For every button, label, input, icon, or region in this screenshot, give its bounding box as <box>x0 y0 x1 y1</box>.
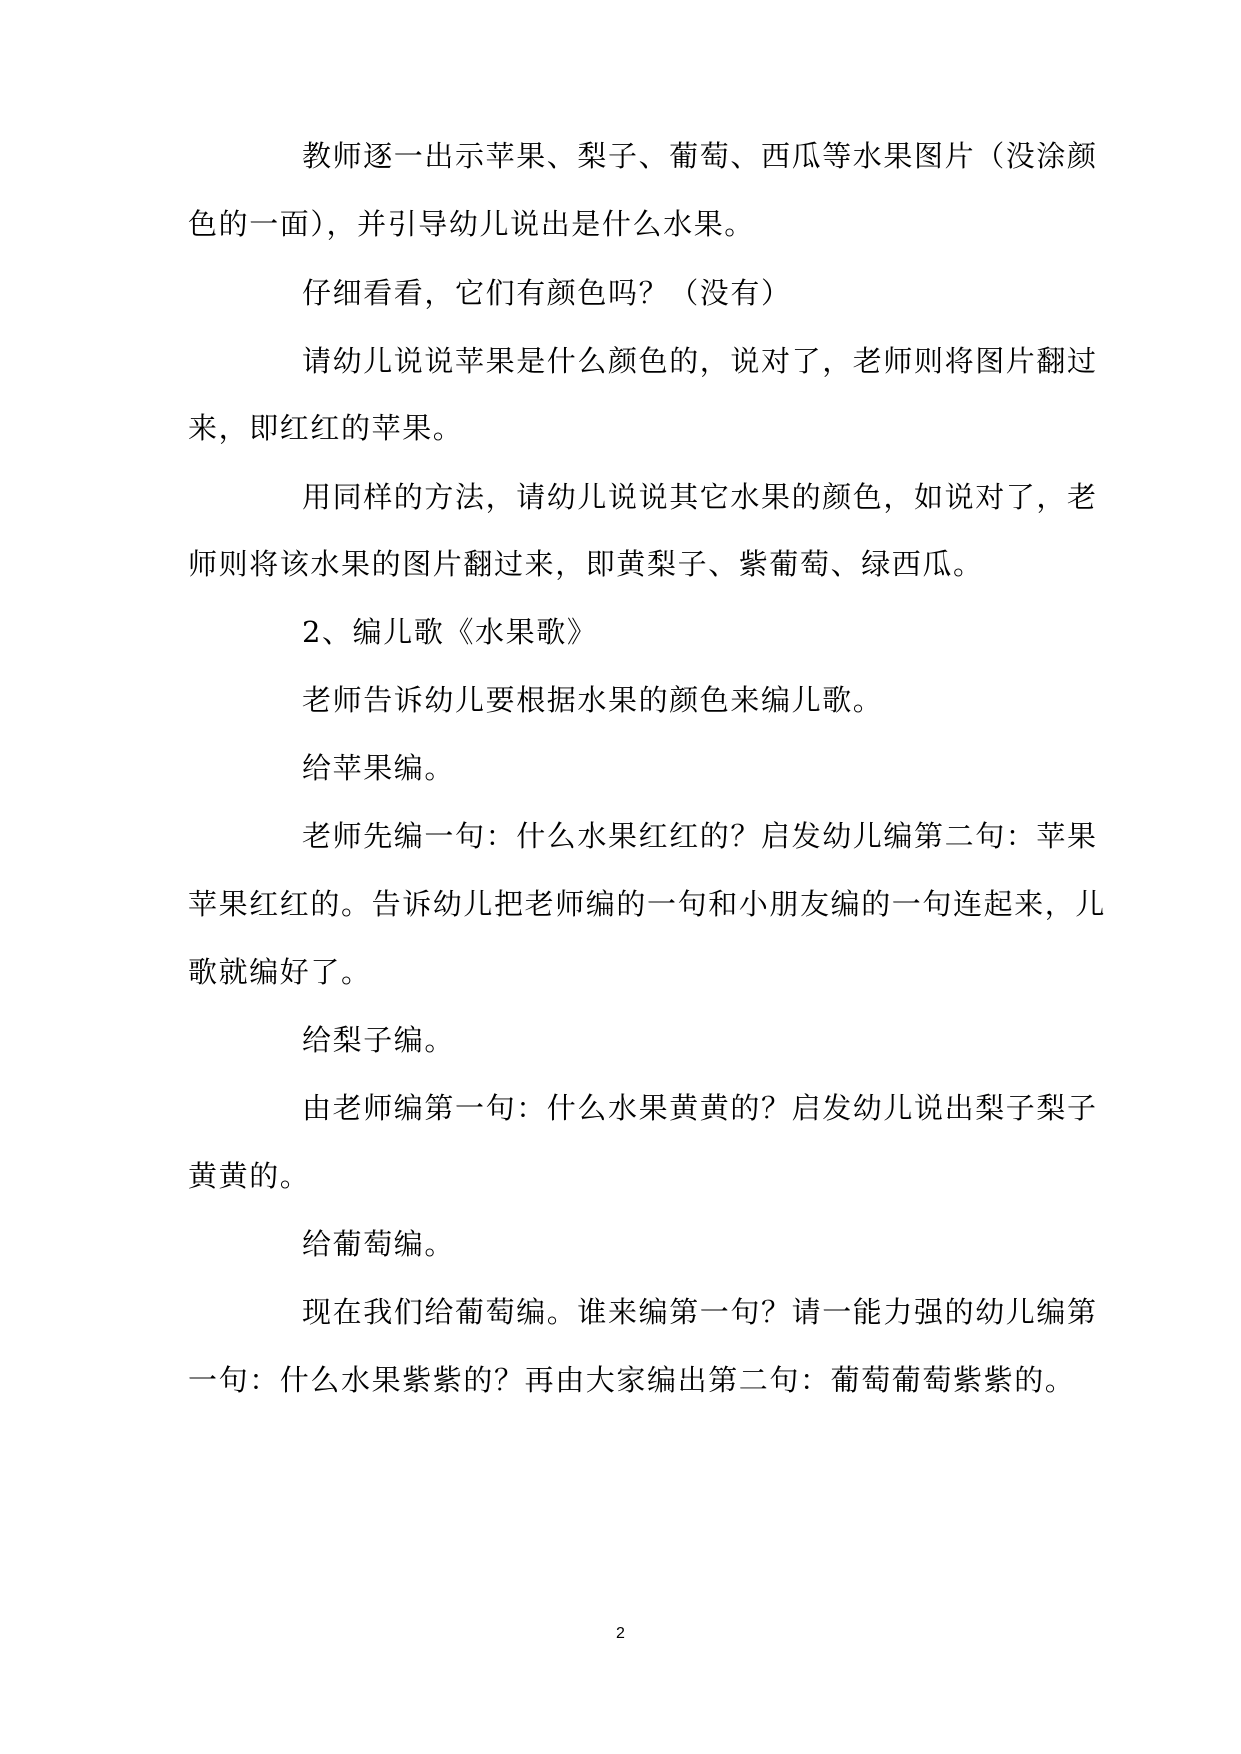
paragraph-line: 老师先编一句：什么水果红红的？启发幼儿编第二句：苹果 <box>302 819 1098 853</box>
paragraph-line: 请幼儿说说苹果是什么颜色的，说对了，老师则将图片翻过 <box>302 344 1098 378</box>
section-heading: 2、编儿歌《水果歌》 <box>302 615 598 649</box>
paragraph-line: 来，即红红的苹果。 <box>188 411 464 445</box>
paragraph-line: 仔细看看，它们有颜色吗？（没有） <box>302 276 792 310</box>
page-number: 2 <box>616 1625 625 1642</box>
paragraph-line: 黄黄的。 <box>188 1159 311 1193</box>
paragraph-line: 现在我们给葡萄编。谁来编第一句？请一能力强的幼儿编第 <box>302 1295 1098 1329</box>
paragraph-line: 给苹果编。 <box>302 751 456 785</box>
paragraph-line: 给葡萄编。 <box>302 1227 456 1261</box>
paragraph-line: 苹果红红的。告诉幼儿把老师编的一句和小朋友编的一句连起来，儿 <box>188 887 1107 921</box>
paragraph-line: 歌就编好了。 <box>188 955 372 989</box>
paragraph-line: 老师告诉幼儿要根据水果的颜色来编儿歌。 <box>302 683 884 717</box>
paragraph-line: 师则将该水果的图片翻过来，即黄梨子、紫葡萄、绿西瓜。 <box>188 547 984 581</box>
paragraph-line: 给梨子编。 <box>302 1023 456 1057</box>
paragraph-line: 一句：什么水果紫紫的？再由大家编出第二句：葡萄葡萄紫紫的。 <box>188 1363 1076 1397</box>
paragraph-line: 色的一面），并引导幼儿说出是什么水果。 <box>188 207 755 241</box>
paragraph-line: 用同样的方法，请幼儿说说其它水果的颜色，如说对了，老 <box>302 480 1098 514</box>
paragraph-line: 教师逐一出示苹果、梨子、葡萄、西瓜等水果图片（没涂颜 <box>302 139 1098 173</box>
paragraph-line: 由老师编第一句：什么水果黄黄的？启发幼儿说出梨子梨子 <box>302 1091 1098 1125</box>
